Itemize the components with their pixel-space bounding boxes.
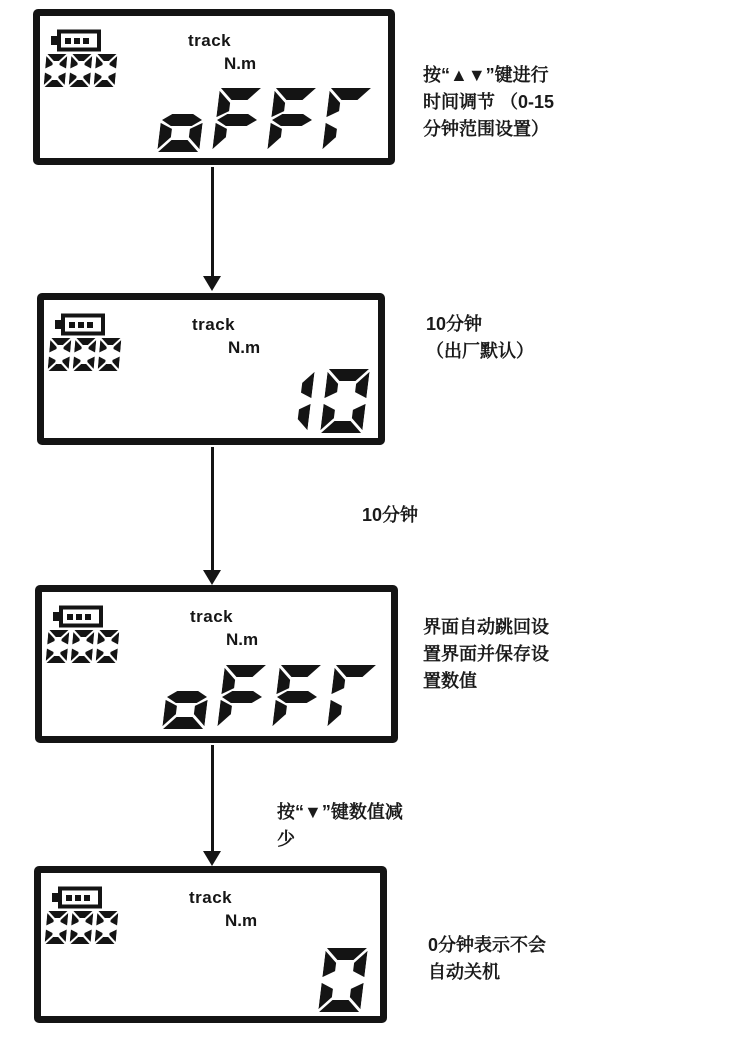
battery-icon [50,29,102,53]
annotation-ten-minutes [362,502,418,529]
seven-segment-char [212,88,262,152]
counter-digits [46,630,120,663]
unit-label: N.m [226,630,259,649]
arrow-shaft [211,447,214,573]
flow-arrow-down-1 [211,167,214,291]
annotation-line: 分钟范围设置） [423,119,549,139]
flow-arrow-down-3 [211,745,214,866]
seven-segment-char [70,911,94,944]
seven-segment-char [94,54,118,87]
seven-segment-char [267,88,317,152]
seven-segment-char [96,630,120,663]
mode-label: track [190,607,234,626]
annotation-line: 置界面并保存设 [423,644,549,664]
seven-segment-char [320,369,370,433]
main-value-display [289,369,370,433]
annotation-line: 自动关机 [428,962,500,982]
seven-segment-char [73,338,97,371]
lcd-screen-1 [33,9,395,165]
arrow-head-icon [203,851,221,866]
seven-segment-char [327,665,377,729]
seven-segment-char [48,338,72,371]
arrow-head-icon [203,276,221,291]
lcd-screen-3 [35,585,398,743]
main-value-display [162,665,377,729]
annotation-auto-return-save [423,614,549,695]
seven-segment-char [44,54,68,87]
annotation-factory-default [426,311,534,365]
seven-segment-char [157,88,207,152]
annotation-line: 按“▲▼”键进行 [423,65,549,85]
main-value-display [318,948,368,1012]
annotation-line: 置数值 [423,671,477,691]
seven-segment-char [98,338,122,371]
battery-icon [52,605,104,629]
mode-label: track [188,31,232,50]
counter-digits [44,54,118,87]
annotation-press-down-decrease [277,799,403,853]
annotation-line: 界面自动跳回设 [423,617,549,637]
annotation-line: 0分钟表示不会 [428,935,547,955]
annotation-adjust-time [423,62,554,143]
arrow-shaft [211,745,214,854]
seven-segment-char [318,948,368,1012]
battery-icon [54,313,106,337]
seven-segment-char [45,911,69,944]
lcd-screen-2 [37,293,385,445]
annotation-line: 10分钟 [426,314,483,334]
main-value-display [157,88,372,152]
annotation-zero-no-autooff [428,932,546,986]
annotation-line: 少 [277,829,295,849]
seven-segment-char [322,88,372,152]
counter-digits [45,911,119,944]
seven-segment-char [69,54,93,87]
unit-label: N.m [224,54,257,73]
seven-segment-char [71,630,95,663]
seven-segment-char [272,665,322,729]
lcd-screen-4 [34,866,387,1023]
seven-segment-char [95,911,119,944]
battery-icon [51,886,103,910]
annotation-line: 时间调节 （0-15 [423,92,555,112]
arrow-head-icon [203,570,221,585]
unit-label: N.m [225,911,258,930]
seven-segment-char [217,665,267,729]
mode-label: track [192,315,236,334]
seven-segment-char [289,369,315,433]
arrow-shaft [211,167,214,279]
mode-label: track [189,888,233,907]
counter-digits [48,338,122,371]
seven-segment-char [162,665,212,729]
annotation-line: 10分钟 [362,505,419,525]
flow-arrow-down-2 [211,447,214,585]
annotation-line: 按“▼”键数值减 [277,802,403,822]
unit-label: N.m [228,338,261,357]
annotation-line: （出厂默认） [426,341,534,361]
seven-segment-char [46,630,70,663]
